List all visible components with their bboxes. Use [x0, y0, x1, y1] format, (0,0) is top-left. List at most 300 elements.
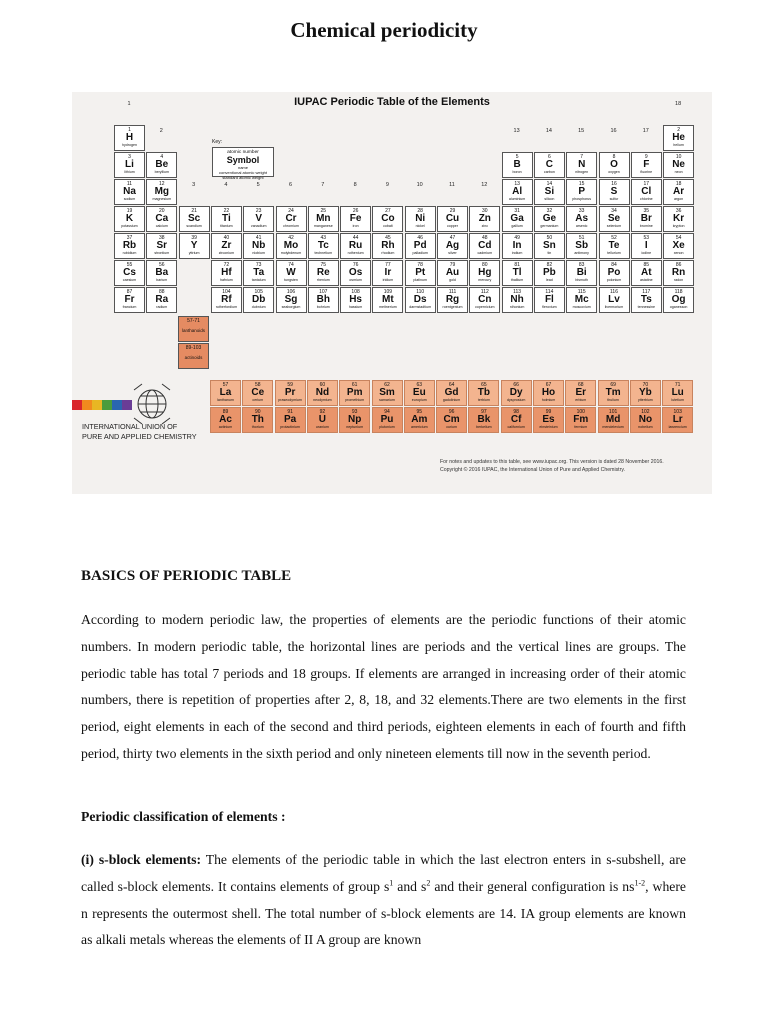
element-name: beryllium [154, 170, 169, 174]
element-name: technetium [314, 251, 333, 255]
element-cell-fl [534, 287, 565, 313]
element-symbol: Sb [575, 240, 589, 251]
element-symbol: S [610, 186, 618, 197]
element-name: aluminium [508, 197, 526, 201]
element-symbol: Lu [671, 387, 684, 398]
element-name: neodymium [313, 398, 332, 402]
atomic-number: 90 [255, 409, 261, 415]
element-symbol: O [610, 159, 618, 170]
atomic-number: 59 [287, 382, 293, 388]
element-name: magnesium [152, 197, 172, 201]
element-cell-sn [534, 233, 565, 259]
globe-emblem-icon [134, 384, 170, 424]
element-symbol: Nb [252, 240, 266, 251]
element-name: roentgenium [442, 305, 463, 309]
element-cell-zr [211, 233, 242, 259]
element-symbol: Cr [285, 213, 297, 224]
element-symbol: Ta [253, 267, 265, 278]
actinoid-cell-cm [436, 407, 467, 433]
atomic-number: 97 [481, 409, 487, 415]
group-number-4: 4 [224, 182, 228, 188]
atomic-number: 72 [223, 262, 230, 268]
atomic-number: 23 [255, 208, 262, 214]
element-symbol: Se [607, 213, 621, 224]
atomic-number: 24 [288, 208, 294, 214]
atomic-number: 115 [577, 289, 586, 295]
atomic-number: 12 [159, 181, 165, 187]
element-symbol: Rb [122, 240, 137, 251]
atomic-number: 67 [545, 382, 552, 388]
element-name: helium [673, 143, 684, 147]
element-name: yttrium [188, 251, 200, 255]
element-name: phosphorus [572, 197, 592, 201]
atomic-number: 96 [448, 409, 455, 415]
element-name: vanadium [250, 224, 267, 228]
lanthanoid-cell-sm [372, 380, 403, 406]
element-name: cerium [252, 398, 264, 402]
atomic-number: 55 [126, 262, 133, 268]
element-name: sodium [123, 197, 136, 201]
atomic-number: 76 [352, 262, 359, 268]
element-cell-v [243, 206, 274, 232]
element-name: iron [352, 224, 359, 228]
lanthanoid-cell-er [565, 380, 596, 406]
actinoid-cell-bk [468, 407, 499, 433]
atomic-number: 50 [546, 235, 553, 241]
element-name: uranium [315, 425, 329, 429]
element-name: chlorine [640, 197, 653, 201]
element-symbol: He [672, 132, 685, 143]
s-block-text-a: The elements of the periodic table in which the last electron enters in s-subshell, are called s-block elements. It contains elements of group s [81, 852, 686, 894]
element-cell-ti [211, 206, 242, 232]
element-symbol: U [318, 414, 326, 425]
element-symbol: No [638, 414, 653, 425]
group-number-2: 2 [159, 128, 163, 134]
element-cell-rn [663, 260, 694, 286]
element-symbol: Pm [346, 387, 363, 398]
element-name: thallium [510, 278, 524, 282]
element-cell-pt [405, 260, 436, 286]
element-cell-au [437, 260, 468, 286]
element-name: scandium [186, 224, 202, 228]
element-cell-tl [502, 260, 533, 286]
group-number-5: 5 [256, 182, 260, 188]
lanthanoids-label: lanthanoids [181, 328, 206, 333]
atomic-number: 16 [611, 181, 617, 187]
element-symbol: Ni [415, 213, 426, 224]
lanthanoid-cell-pr [275, 380, 306, 406]
lanthanoid-cell-ho [533, 380, 564, 406]
element-name: copernicium [475, 305, 495, 309]
element-name: zirconium [218, 251, 235, 255]
element-cell-ts [631, 287, 662, 313]
atomic-number: 41 [255, 235, 262, 241]
atomic-number: 79 [449, 262, 456, 268]
element-symbol: Er [575, 387, 587, 398]
element-name: protactinium [280, 425, 300, 429]
element-name: lead [545, 278, 553, 282]
atomic-number: 54 [675, 235, 682, 241]
element-cell-ru [340, 233, 371, 259]
atomic-number: 27 [385, 208, 391, 214]
element-cell-sg [276, 287, 307, 313]
element-symbol: Ne [672, 159, 685, 170]
atomic-number: 21 [191, 208, 197, 214]
key-symbol: Symbol [226, 155, 260, 165]
element-cell-cd [469, 233, 500, 259]
element-cell-s [599, 179, 630, 205]
element-cell-bi [566, 260, 597, 286]
atomic-number: 39 [191, 235, 197, 241]
atomic-number: 66 [513, 382, 519, 388]
group-number-18: 18 [675, 101, 682, 107]
element-symbol: Mn [316, 213, 331, 224]
atomic-number: 38 [159, 235, 165, 241]
group-number-15: 15 [578, 128, 585, 134]
group-number-3: 3 [192, 182, 196, 188]
element-symbol: P [578, 186, 586, 197]
atomic-number: 103 [673, 409, 682, 415]
element-name: arsenic [575, 224, 588, 228]
element-name: erbium [575, 398, 587, 402]
element-cell-sr [146, 233, 177, 259]
element-symbol: Md [605, 414, 621, 425]
element-symbol: Ge [542, 213, 557, 224]
element-name: fermium [574, 425, 588, 429]
element-name: neon [674, 170, 683, 174]
atomic-number: 9 [644, 154, 648, 160]
atomic-number: 49 [514, 235, 520, 241]
element-cell-lv [599, 287, 630, 313]
element-symbol: Be [155, 159, 169, 170]
element-name: boron [512, 170, 522, 174]
element-cell-db [243, 287, 274, 313]
element-symbol: Rf [221, 294, 232, 305]
lanthanoid-cell-la [210, 380, 241, 406]
element-symbol: Si [544, 186, 555, 197]
atomic-number: 109 [383, 289, 393, 295]
element-symbol: Mt [382, 294, 394, 305]
atomic-number: 83 [578, 262, 585, 268]
element-cell-h [114, 125, 145, 151]
atomic-number: 87 [126, 289, 133, 295]
element-symbol: Na [123, 186, 136, 197]
element-cell-mc [566, 287, 597, 313]
element-symbol: Lr [672, 414, 683, 425]
key-atomic-number: atomic number [227, 150, 259, 155]
element-symbol: Pd [413, 240, 427, 251]
element-name: potassium [121, 224, 138, 228]
key-weights: conventional atomic weight standard atomic weight [218, 170, 268, 180]
key-label: Key: [212, 139, 223, 145]
element-name: tungsten [284, 278, 298, 282]
element-cell-og [663, 287, 694, 313]
group-number-14: 14 [545, 128, 552, 134]
element-name: rubidium [122, 251, 137, 255]
atomic-number: 8 [612, 154, 616, 160]
element-symbol: W [286, 267, 296, 278]
element-symbol: Th [251, 414, 264, 425]
atomic-number: 57 [222, 382, 229, 388]
atomic-number: 2 [677, 127, 680, 133]
atomic-number: 62 [384, 382, 390, 388]
document-title: Chemical periodicity [290, 18, 478, 42]
element-cell-nh [502, 287, 533, 313]
element-symbol: Cs [123, 267, 136, 278]
atomic-number: 58 [255, 382, 261, 388]
element-symbol: Fl [544, 294, 554, 305]
element-name: thulium [607, 398, 619, 402]
element-name: thorium [251, 425, 264, 429]
atomic-number: 71 [674, 382, 681, 388]
element-cell-rg [437, 287, 468, 313]
element-name: berkelium [476, 425, 492, 429]
element-cell-k [114, 206, 145, 232]
periodic-table-heading: IUPAC Periodic Table of the Elements [294, 96, 490, 108]
group-number-17: 17 [642, 128, 649, 134]
element-cell-he [663, 125, 694, 151]
element-name: curium [446, 425, 457, 429]
element-name: lutetium [671, 398, 684, 402]
element-name: cobalt [383, 224, 393, 228]
element-cell-f [631, 152, 662, 178]
atomic-number: 74 [288, 262, 294, 268]
element-symbol: Sm [379, 387, 395, 398]
lanthanoid-cell-tb [468, 380, 499, 406]
element-name: radon [673, 278, 684, 282]
atomic-number: 100 [576, 409, 585, 415]
atomic-number: 14 [546, 181, 553, 187]
element-name: copper [447, 224, 458, 228]
element-name: tantalum [251, 278, 266, 282]
element-symbol: Hs [349, 294, 362, 305]
atomic-number: 92 [319, 409, 326, 415]
actinoids-range-cell [178, 343, 209, 369]
lanthanoid-cell-dy [501, 380, 532, 406]
element-symbol: Dy [509, 387, 523, 398]
element-cell-mg [146, 179, 177, 205]
element-name: tellurium [607, 251, 621, 255]
element-symbol: Fe [349, 213, 362, 224]
element-symbol: N [578, 159, 586, 170]
element-symbol: Pb [543, 267, 556, 278]
atomic-number: 95 [416, 409, 423, 415]
element-symbol: Cu [445, 213, 460, 224]
lanthanoid-cell-pm [339, 380, 370, 406]
element-cell-sb [566, 233, 597, 259]
atomic-number: 18 [675, 181, 682, 187]
logo-stripe [102, 400, 112, 410]
element-symbol: Ir [384, 267, 392, 278]
element-name: hafnium [219, 278, 233, 282]
s-block-label: (i) s-block elements: [81, 852, 202, 867]
element-symbol: Cm [443, 414, 460, 425]
element-name: iodine [641, 251, 652, 255]
element-symbol: Ds [413, 294, 427, 305]
element-symbol: Ca [155, 213, 169, 224]
element-cell-ni [405, 206, 436, 232]
atomic-number: 11 [126, 181, 133, 187]
atomic-number: 69 [610, 382, 616, 388]
atomic-number: 61 [351, 382, 358, 388]
element-name: osmium [349, 278, 362, 282]
element-symbol: Ts [640, 294, 652, 305]
element-cell-ir [372, 260, 403, 286]
element-symbol: Cf [510, 414, 522, 425]
atomic-number: 84 [611, 262, 617, 268]
logo-stripe [82, 400, 92, 410]
element-cell-ge [534, 206, 565, 232]
element-cell-pb [534, 260, 565, 286]
element-name: oganesson [669, 305, 688, 309]
atomic-number: 60 [319, 382, 326, 388]
element-symbol: Ho [541, 387, 556, 398]
org-name-line1: INTERNATIONAL UNION OF [82, 422, 178, 431]
key-name: name [237, 165, 248, 170]
element-name: polonium [606, 278, 622, 282]
element-symbol: Rg [445, 294, 460, 305]
element-name: krypton [672, 224, 685, 228]
element-symbol: Pr [284, 387, 296, 398]
element-name: xenon [673, 251, 684, 255]
element-name: mendelevium [602, 425, 624, 429]
atomic-number: 101 [608, 409, 618, 415]
element-cell-nb [243, 233, 274, 259]
lanthanoid-cell-tm [598, 380, 629, 406]
element-symbol: Rh [381, 240, 395, 251]
superscript-2: 2 [426, 878, 431, 888]
element-cell-al [502, 179, 533, 205]
atomic-number: 104 [222, 289, 231, 295]
atomic-number: 40 [223, 235, 230, 241]
element-cell-os [340, 260, 371, 286]
actinoid-cell-es [533, 407, 564, 433]
element-name: bohrium [316, 305, 330, 309]
group-number-7: 7 [321, 182, 325, 188]
element-cell-mt [372, 287, 403, 313]
group-number-1: 1 [127, 101, 131, 107]
group-number-11: 11 [449, 182, 455, 188]
actinoids-range: 89-103 [185, 345, 202, 351]
element-cell-bh [308, 287, 339, 313]
element-name: lithium [124, 170, 135, 174]
element-name: hydrogen [122, 143, 137, 147]
element-symbol: Hg [478, 267, 492, 278]
actinoid-cell-th [242, 407, 273, 433]
element-name: molybdenum [280, 251, 302, 255]
element-symbol: B [513, 159, 521, 170]
atomic-number: 93 [351, 409, 358, 415]
element-symbol: K [125, 213, 134, 224]
element-cell-li [114, 152, 145, 178]
lanthanoid-cell-yb [630, 380, 661, 406]
element-symbol: Fm [573, 414, 589, 425]
element-name: plutonium [379, 425, 395, 429]
atomic-number: 106 [286, 289, 296, 295]
element-cell-p [566, 179, 597, 205]
element-cell-b [502, 152, 533, 178]
atomic-number: 63 [416, 382, 423, 388]
atomic-number: 6 [548, 154, 551, 160]
group-number-6: 6 [288, 182, 293, 188]
element-cell-in [502, 233, 533, 259]
atomic-number: 48 [482, 235, 488, 241]
element-name: barium [156, 278, 168, 282]
element-cell-c [534, 152, 565, 178]
element-symbol: Xe [672, 240, 685, 251]
element-symbol: Tl [512, 267, 522, 278]
atomic-number: 33 [578, 208, 585, 214]
org-name-line2: PURE AND APPLIED CHEMISTRY [82, 432, 197, 441]
element-symbol: Ce [251, 387, 265, 398]
element-cell-o [599, 152, 630, 178]
actinoids-label: actinoids [184, 355, 203, 360]
element-name: ruthenium [347, 251, 364, 255]
actinoid-cell-np [339, 407, 370, 433]
element-cell-si [534, 179, 565, 205]
element-name: titanium [220, 224, 233, 228]
element-cell-pd [405, 233, 436, 259]
element-symbol: Fr [124, 294, 135, 305]
element-symbol: Ag [445, 240, 460, 251]
atomic-number: 75 [320, 262, 327, 268]
element-name: calcium [155, 224, 168, 228]
atomic-number: 102 [641, 409, 650, 415]
element-cell-mo [276, 233, 307, 259]
logo-stripe [92, 400, 102, 410]
atomic-number: 34 [611, 208, 617, 214]
element-symbol: Mc [574, 294, 589, 305]
element-name: cadmium [477, 251, 493, 255]
element-cell-po [599, 260, 630, 286]
element-cell-ar [663, 179, 694, 205]
element-symbol: Ga [510, 213, 524, 224]
element-cell-be [146, 152, 177, 178]
element-name: zinc [481, 224, 488, 228]
atomic-number: 44 [352, 235, 359, 241]
element-name: actinium [218, 425, 233, 429]
atomic-number: 3 [128, 154, 131, 160]
atomic-number: 108 [351, 289, 360, 295]
element-name: radium [156, 305, 168, 309]
atomic-number: 81 [514, 262, 520, 268]
element-name: europium [411, 398, 427, 402]
atomic-number: 91 [287, 409, 293, 415]
element-cell-i [631, 233, 662, 259]
lanthanoids-range-cell [178, 316, 209, 342]
element-name: tin [547, 251, 552, 255]
element-cell-ta [243, 260, 274, 286]
element-symbol: Te [608, 240, 620, 251]
element-name: silver [448, 251, 457, 255]
element-symbol: H [125, 132, 134, 143]
actinoid-cell-am [404, 407, 435, 433]
actinoid-cell-pu [372, 407, 403, 433]
atomic-number: 80 [482, 262, 488, 268]
atomic-number: 13 [514, 181, 520, 187]
atomic-number: 113 [513, 289, 522, 295]
element-name: astatine [640, 278, 653, 282]
element-symbol: Sg [284, 294, 298, 305]
atomic-number: 88 [159, 289, 165, 295]
atomic-number: 51 [578, 235, 585, 241]
atomic-number: 20 [159, 208, 165, 214]
element-symbol: Es [542, 414, 555, 425]
element-symbol: Bh [316, 294, 330, 305]
element-name: selenium [606, 224, 622, 228]
atomic-number: 107 [319, 289, 328, 295]
element-symbol: Cn [478, 294, 492, 305]
